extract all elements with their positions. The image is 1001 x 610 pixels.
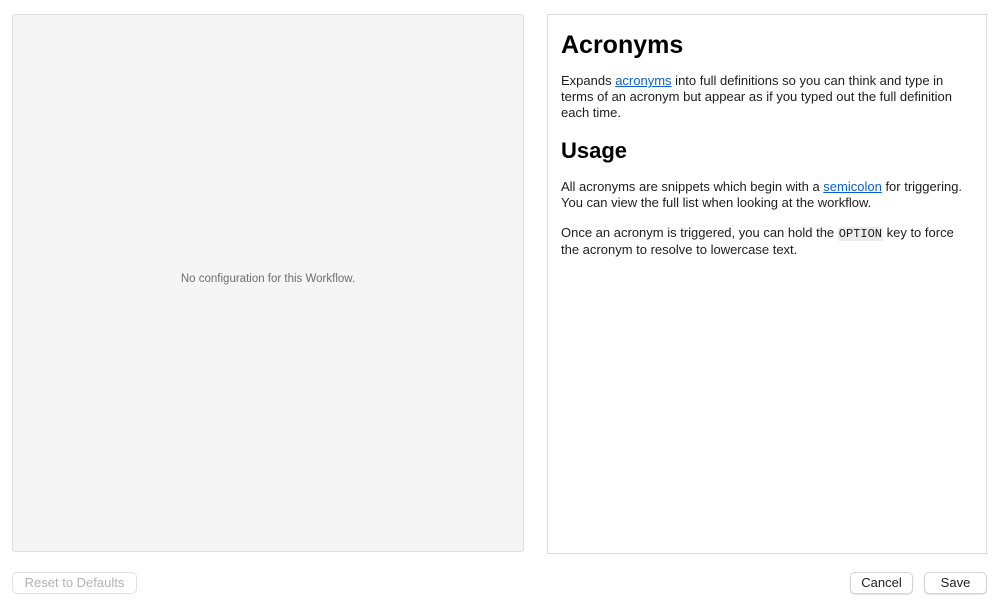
empty-configuration-message: No configuration for this Workflow. <box>180 273 356 285</box>
semicolon-link[interactable]: semicolon <box>823 179 882 194</box>
docs-title: Acronyms <box>561 31 684 59</box>
intro-text-after: into full definitions so you can think and type in terms of an acronym but appear as if you typed out the full definition each time. <box>561 73 952 120</box>
cancel-button[interactable]: Cancel <box>850 572 913 594</box>
intro-paragraph <box>561 73 973 121</box>
intro-text-before: Expands <box>561 73 616 88</box>
usage-paragraph-1 <box>561 179 973 211</box>
documentation-panel <box>547 14 987 554</box>
acronyms-link[interactable]: acronyms <box>615 73 672 88</box>
option-text-before: Once an acronym is triggered, you can hold the <box>561 225 838 240</box>
option-text-after: key to force the acronym to resolve to lowercase text. <box>561 225 954 257</box>
usage-paragraph-2 <box>561 225 973 258</box>
save-button[interactable]: Save <box>924 572 987 594</box>
option-key-code: OPTION <box>838 227 882 241</box>
usage-text-after: for triggering. You can view the full list when looking at the workflow. <box>561 179 963 210</box>
usage-heading: Usage <box>561 138 628 163</box>
configuration-panel <box>12 14 524 552</box>
usage-text-before: All acronyms are snippets which begin with a <box>561 179 824 194</box>
reset-to-defaults-button[interactable]: Reset to Defaults <box>12 572 137 594</box>
